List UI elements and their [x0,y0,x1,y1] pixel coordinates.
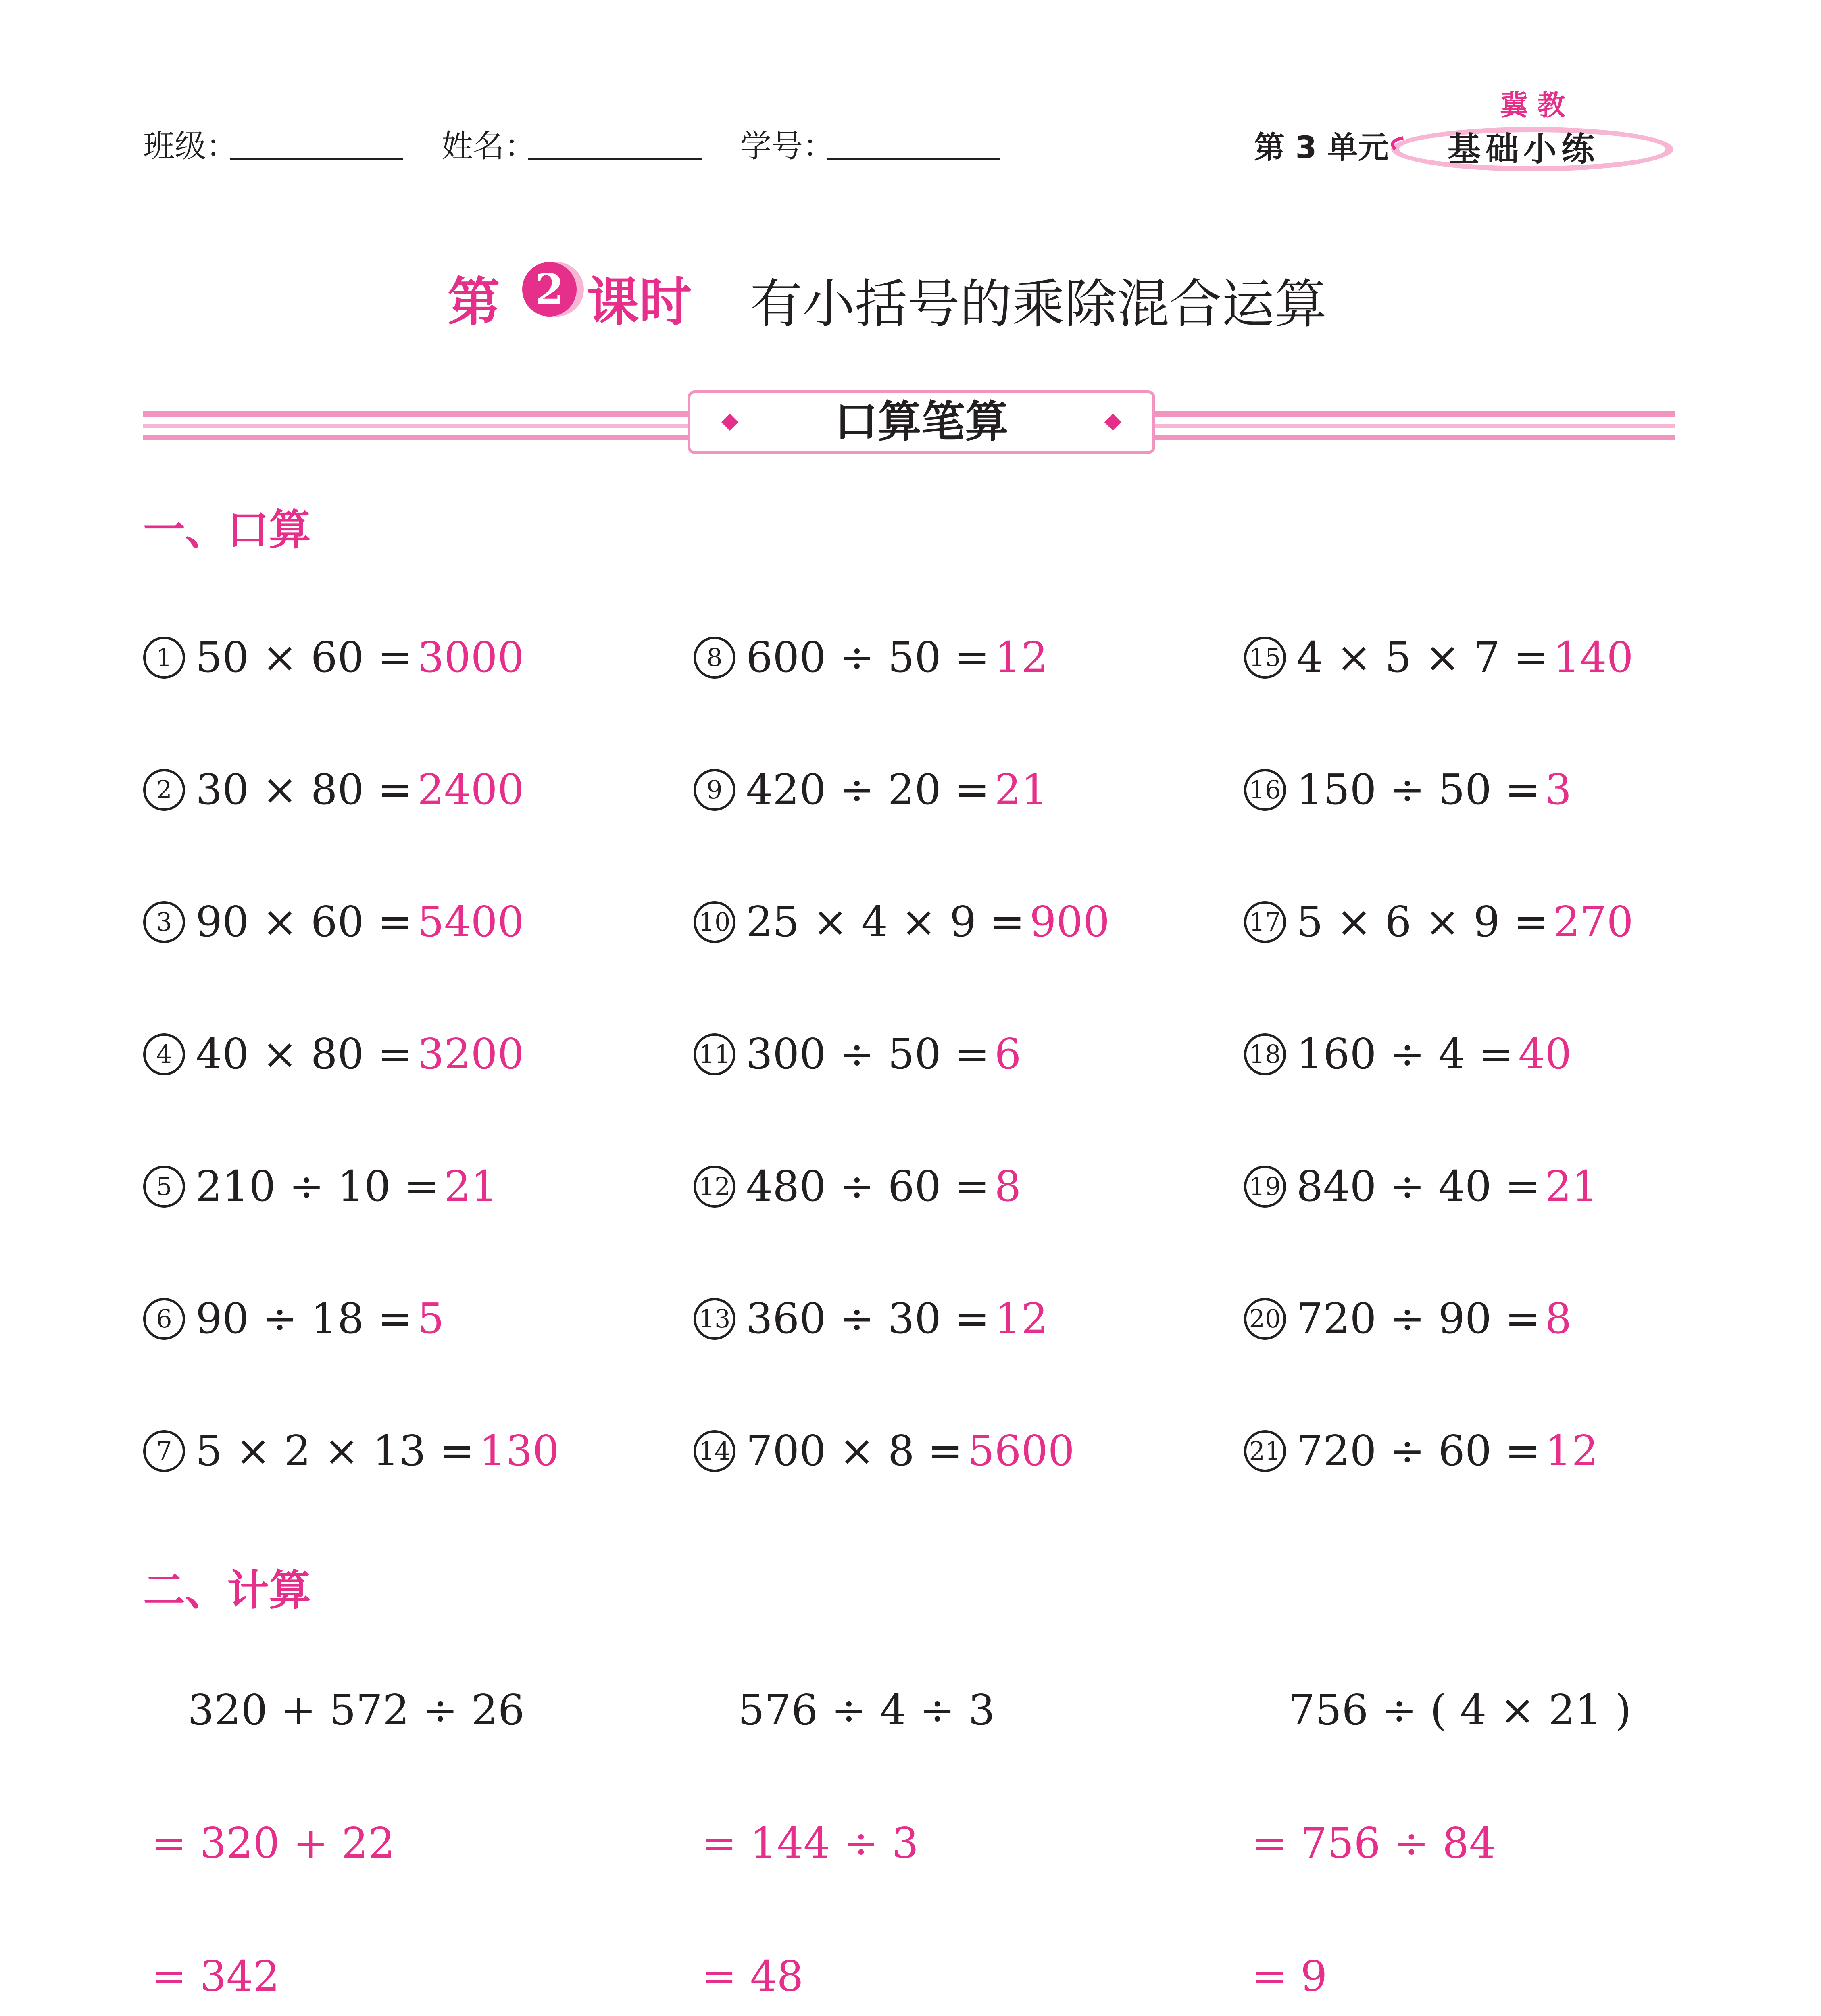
item-number: 18 [1244,1033,1286,1075]
item-answer: 8 [1545,1294,1572,1343]
item-expression: 300 ÷ 50 = [746,1029,990,1079]
item-expression: 4 × 5 × 7 = [1296,633,1549,682]
oral-item [143,1026,524,1082]
item-answer: 5400 [417,897,524,946]
oral-item [694,629,1048,685]
oral-item [694,761,1048,818]
item-expression: 720 ÷ 90 = [1296,1294,1540,1343]
item-expression: 160 ÷ 4 = [1296,1029,1514,1079]
oral-item [694,1422,1075,1479]
problem-result: = 342 [151,1951,280,2001]
oral-item [1244,1158,1598,1214]
name-label: 姓名： [442,128,536,165]
item-expression: 360 ÷ 30 = [746,1294,990,1343]
lesson-suffix: 课时 [587,271,692,333]
item-answer: 12 [1545,1426,1598,1475]
brand-title: 基础小练 [1448,130,1600,169]
item-answer: 3000 [417,633,524,682]
item-number: 13 [694,1298,735,1340]
oral-item [1244,629,1633,685]
oral-item [143,629,524,685]
item-expression: 5 × 6 × 9 = [1296,897,1549,946]
problem-result: = 9 [1252,1951,1327,2001]
oral-item [694,1290,1048,1347]
item-number: 6 [143,1298,185,1340]
item-number: 11 [694,1033,735,1075]
item-expression: 40 × 80 = [196,1029,413,1079]
item-answer: 2400 [417,765,524,814]
oral-item [694,1158,1021,1214]
item-answer: 5600 [968,1426,1075,1475]
oral-item [143,1422,559,1479]
item-expression: 480 ÷ 60 = [746,1162,990,1211]
item-number: 21 [1244,1430,1286,1472]
item-answer: 21 [444,1162,498,1211]
oral-item [1244,761,1571,818]
item-answer: 12 [994,1294,1048,1343]
problem-step: = 144 ÷ 3 [702,1818,919,1868]
section-title-compute: 二、计算 [143,1566,311,1615]
item-expression: 90 × 60 = [196,897,413,946]
item-answer: 8 [994,1162,1021,1211]
oral-item [1244,893,1633,950]
item-number: 15 [1244,637,1286,679]
banner-title: 口算笔算 [834,397,1008,447]
oral-item [1244,1026,1571,1082]
item-answer: 21 [1545,1162,1598,1211]
student-id-label: 学号： [740,128,835,165]
item-expression: 150 ÷ 50 = [1296,765,1540,814]
item-answer: 900 [1029,897,1110,946]
item-expression: 50 × 60 = [196,633,413,682]
oral-item [143,893,524,950]
oral-item [143,1158,498,1214]
item-expression: 30 × 80 = [196,765,413,814]
class-field[interactable] [230,158,403,160]
problem-result: = 48 [702,1951,804,2001]
item-expression: 600 ÷ 50 = [746,633,990,682]
problem-step: = 320 + 22 [151,1818,395,1868]
problem-step: = 756 ÷ 84 [1252,1818,1496,1868]
item-number: 1 [143,637,185,679]
item-answer: 12 [994,633,1048,682]
item-answer: 3 [1545,765,1572,814]
edition-label: 冀教 [1500,89,1574,122]
item-number: 2 [143,769,185,811]
item-expression: 5 × 2 × 13 = [196,1426,475,1475]
item-number: 3 [143,901,185,943]
problem-expression: 320 + 572 ÷ 26 [188,1685,525,1735]
oral-item [1244,1422,1598,1479]
oral-item [143,761,524,818]
item-number: 5 [143,1166,185,1208]
item-expression: 25 × 4 × 9 = [746,897,1025,946]
item-expression: 840 ÷ 40 = [1296,1162,1540,1211]
lesson-number-badge: 2 [522,262,577,317]
item-answer: 270 [1553,897,1633,946]
item-number: 12 [694,1166,735,1208]
item-answer: 130 [479,1426,559,1475]
item-expression: 90 ÷ 18 = [196,1294,413,1343]
class-label: 班级： [143,128,238,165]
item-answer: 21 [994,765,1048,814]
item-expression: 720 ÷ 60 = [1296,1426,1540,1475]
name-field[interactable] [528,158,702,160]
item-number: 16 [1244,769,1286,811]
section-title-oral: 一、口算 [143,505,311,554]
unit-label: 第 3 单元 [1254,129,1389,165]
item-answer: 40 [1518,1029,1572,1079]
item-number: 20 [1244,1298,1286,1340]
item-answer: 6 [994,1029,1021,1079]
item-answer: 5 [417,1294,444,1343]
item-number: 8 [694,637,735,679]
oral-item [694,1026,1021,1082]
oral-item [1244,1290,1571,1347]
problem-expression: 576 ÷ 4 ÷ 3 [738,1685,995,1735]
item-expression: 420 ÷ 20 = [746,765,990,814]
oral-item [143,1290,444,1347]
item-number: 17 [1244,901,1286,943]
item-answer: 140 [1553,633,1633,682]
item-number: 4 [143,1033,185,1075]
item-number: 10 [694,901,735,943]
item-number: 7 [143,1430,185,1472]
problem-expression: 756 ÷ ( 4 × 21 ) [1288,1685,1631,1735]
item-number: 19 [1244,1166,1286,1208]
item-expression: 700 × 8 = [746,1426,963,1475]
lesson-prefix: 第 [448,271,500,333]
item-number: 9 [694,769,735,811]
student-id-field[interactable] [827,158,1000,160]
item-answer: 3200 [417,1029,524,1079]
item-expression: 210 ÷ 10 = [196,1162,440,1211]
item-number: 14 [694,1430,735,1472]
lesson-title: 有小括号的乘除混合运算 [750,273,1327,335]
oral-item [694,893,1110,950]
